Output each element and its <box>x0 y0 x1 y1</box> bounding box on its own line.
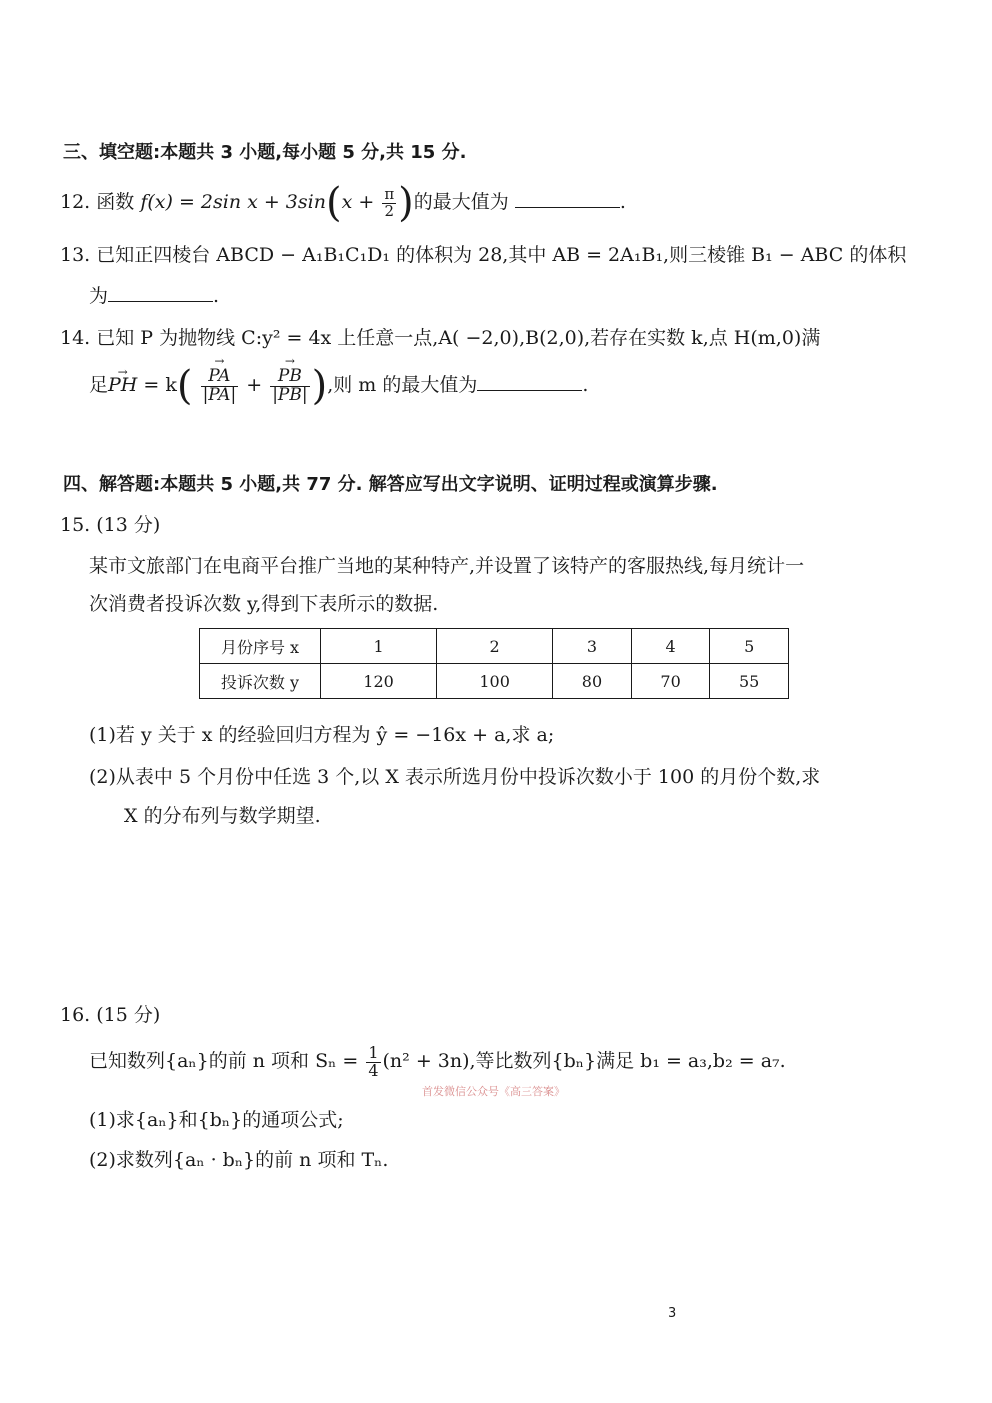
question-14-line2: 足→ PH = k( → $\frac{PA}{|PA|}$ + → $\frac{PB}{|PB|}$ ),则 m 的最大值为 . <box>89 355 588 415</box>
page-number: 3 <box>668 1306 677 1321</box>
q16-given <box>89 1036 786 1086</box>
table-cell: 80 <box>553 664 632 699</box>
q12-lparen: ( <box>325 180 342 226</box>
q15-intro-line2: 次消费者投诉次数 y,得到下表所示的数据. <box>89 593 439 615</box>
q12-text-post: 的最大值为 <box>413 191 509 213</box>
q14-abs-pb: |PB| <box>272 384 308 405</box>
q13-answer-blank[interactable] <box>108 283 213 302</box>
table-cell: 100 <box>437 664 553 699</box>
table-cell: 55 <box>710 664 789 699</box>
question-14-line1 <box>60 323 820 350</box>
q14-number: 14. <box>60 327 91 349</box>
q16-part1: (1)求{aₙ}和{bₙ}的通项公式; <box>89 1109 344 1131</box>
table-cell: 2 <box>437 629 553 664</box>
q15-part2-line2: X 的分布列与数学期望. <box>124 805 321 827</box>
q14-frac-pb <box>270 365 309 405</box>
q15-header: 15. (13 分) <box>60 514 161 536</box>
table-row-label-x: 月份序号 x <box>200 629 321 664</box>
q15-intro-line1: 某市文旅部门在电商平台推广当地的某种特产,并设置了该特产的客服热线,每月统计一 <box>89 555 805 577</box>
table-row <box>200 629 789 664</box>
q12-fraction <box>382 184 396 220</box>
section-3-title: 三、填空题:本题共 3 小题,每小题 5 分,共 15 分. <box>63 142 467 163</box>
table-cell: 1 <box>321 629 437 664</box>
q14-vector-pa: → PA <box>208 368 230 386</box>
q12-arg: x + <box>341 191 375 213</box>
q16-header: 16. (15 分) <box>60 1004 161 1026</box>
table-row <box>200 664 789 699</box>
q16-given-pre: 已知数列{aₙ}的前 n 项和 Sₙ = <box>89 1050 359 1072</box>
table-cell: 5 <box>710 629 789 664</box>
question-12: 12. 函数 f(x) = 2sin x + 3sin(x + $\frac{\pi}{2}$ )的最大值为 . <box>60 180 626 226</box>
q15-data-table <box>199 628 789 699</box>
q14-vector-ph: → PH <box>108 355 137 415</box>
q14-plus: + <box>246 374 263 396</box>
q14-lparen: ( <box>176 363 193 409</box>
q14-frac-pa <box>201 365 239 405</box>
q14-vector-pb: → PB <box>278 368 302 386</box>
q16-frac-den: 4 <box>368 1060 379 1080</box>
table-cell: 120 <box>321 664 437 699</box>
q12-number: 12. <box>60 191 91 213</box>
q14-line2-post: ,则 m 的最大值为 <box>327 374 478 396</box>
q12-frac-num: π <box>384 184 395 203</box>
q13-number: 13. <box>60 244 91 266</box>
q14-line2-pre: 足 <box>89 374 109 396</box>
q15-part1: (1)若 y 关于 x 的经验回归方程为 ŷ = −16x + a,求 a; <box>89 724 555 746</box>
q13-line1: 已知正四棱台 ABCD − A₁B₁C₁D₁ 的体积为 28,其中 AB = 2A₁B₁,则三棱锥 B₁ − ABC 的体积 <box>96 244 907 266</box>
question-13-line1 <box>60 240 906 267</box>
section-4-title: 四、解答题:本题共 5 小题,共 77 分. 解答应写出文字说明、证明过程或演算步骤. <box>63 474 718 495</box>
table-cell: 3 <box>553 629 632 664</box>
q12-frac-den: 2 <box>384 201 395 220</box>
q15-part2-line1: (2)从表中 5 个月份中任选 3 个,以 X 表示所选月份中投诉次数小于 100 的月份个数,求 <box>89 766 821 788</box>
q14-abs-pa: |PA| <box>202 384 237 405</box>
q16-given-post: (n² + 3n),等比数列{bₙ}满足 b₁ = a₃,b₂ = a₇. <box>382 1050 786 1072</box>
q12-func: f(x) = 2sin x + 3sin <box>140 191 326 213</box>
q12-answer-blank[interactable] <box>515 189 620 208</box>
q16-frac-num: 1 <box>368 1042 379 1062</box>
q13-line2: 为 <box>89 285 109 307</box>
q12-rparen: ) <box>398 180 414 226</box>
q16-fraction <box>366 1042 380 1080</box>
table-cell: 70 <box>631 664 710 699</box>
q12-text-pre: 函数 <box>96 191 135 213</box>
q14-rparen: ) <box>311 363 328 409</box>
table-row-label-y: 投诉次数 y <box>200 664 321 699</box>
q14-line1: 已知 P 为抛物线 C:y² = 4x 上任意一点,A( −2,0),B(2,0),若存在实数 k,点 H(m,0)满 <box>96 327 821 349</box>
watermark-text: 首发微信公众号《高三答案》 <box>422 1085 565 1098</box>
table-cell: 4 <box>631 629 710 664</box>
q14-eq: = k <box>143 374 177 396</box>
question-13-line2: 为 . <box>89 285 220 307</box>
q16-part2: (2)求数列{aₙ · bₙ}的前 n 项和 Tₙ. <box>89 1149 389 1171</box>
q14-answer-blank[interactable] <box>477 372 582 391</box>
